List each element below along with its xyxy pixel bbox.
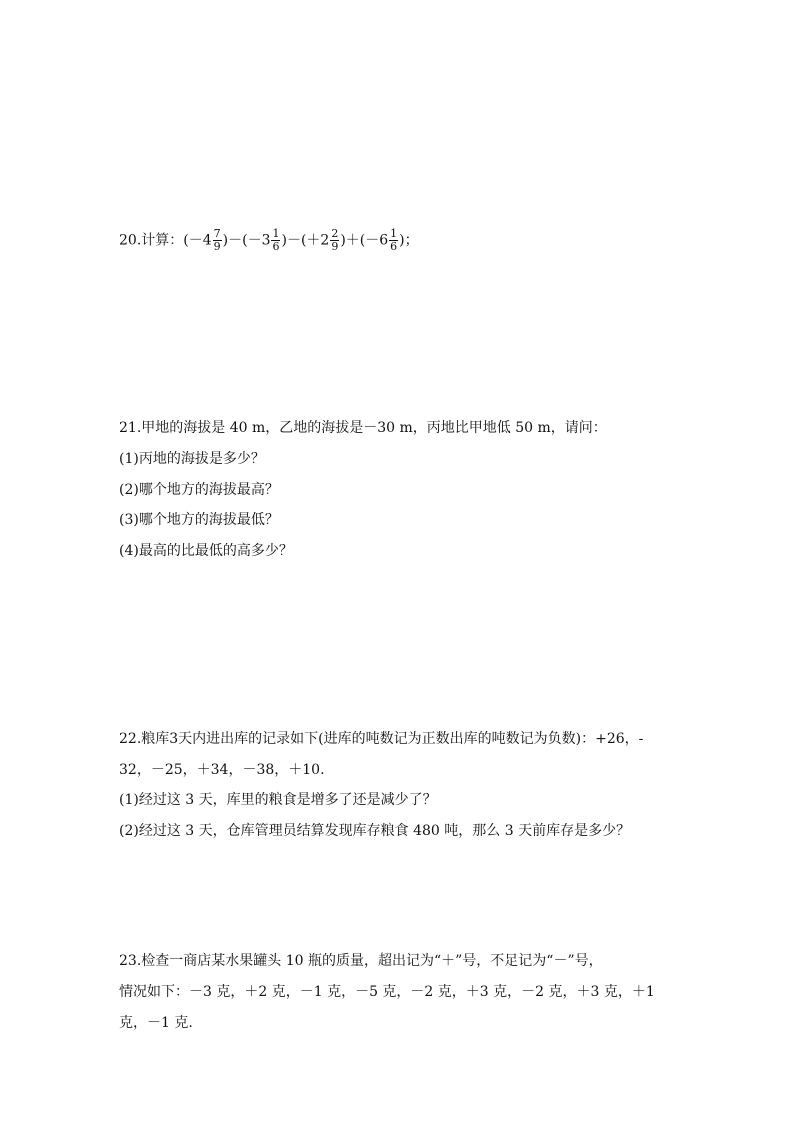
q23-line-3: 克，－1 克.	[119, 1015, 193, 1031]
q20-open-1: (－4	[183, 232, 212, 249]
q22-stem-line-1: 22.粮库3天内进出库的记录如下(进库的吨数记为正数出库的吨数记为负数)：+26，-	[119, 731, 644, 747]
q20-open-2: (－3	[242, 232, 271, 249]
q22-part-2: (2)经过这 3 天，仓库管理员结算发现库存粮食 480 吨，那么 3 天前库存是多少？	[119, 823, 631, 839]
question-20	[119, 228, 419, 253]
q21-part-2: (2)哪个地方的海拔最高？	[119, 482, 279, 498]
q21-part-4: (4)最高的比最低的高多少？	[119, 543, 293, 559]
q22-part-1: (1)经过这 3 天，库里的粮食是增多了还是减少了？	[119, 792, 437, 808]
q21-part-3: (3)哪个地方的海拔最低？	[119, 512, 279, 528]
q20-close-4: )；	[399, 232, 419, 249]
q21-part-1: (1)丙地的海拔是多少？	[119, 451, 265, 467]
q20-close-2: )－	[281, 232, 301, 249]
q20-close-1: )－	[222, 232, 243, 249]
q23-line-2: 情况如下：－3 克，＋2 克，－1 克，－5 克，－2 克，＋3 克，－2 克，＋3 克，＋1	[119, 984, 655, 1000]
q20-close-3: )＋	[340, 232, 360, 249]
q20-open-4: (－6	[359, 232, 389, 249]
q21-stem: 21.甲地的海拔是 40 m，乙地的海拔是－30 m，丙地比甲地低 50 m，请问：	[119, 420, 607, 436]
fraction-2-9: $\frac{2}{9}$	[331, 227, 339, 253]
q20-open-3: (＋2	[300, 232, 330, 249]
fraction-1-6-b: $\frac{1}{6}$	[390, 227, 398, 253]
q23-line-1: 23.检查一商店某水果罐头 10 瓶的质量，超出记为“＋”号，不足记为“－”号，	[119, 953, 603, 969]
q22-stem-line-2: 32，－25，＋34，－38，＋10.	[119, 762, 325, 778]
fraction-7-9: $\frac{7}{9}$	[213, 227, 221, 253]
fraction-1-6: $\frac{1}{6}$	[272, 227, 280, 253]
q20-label: 20.计算：	[119, 232, 184, 249]
